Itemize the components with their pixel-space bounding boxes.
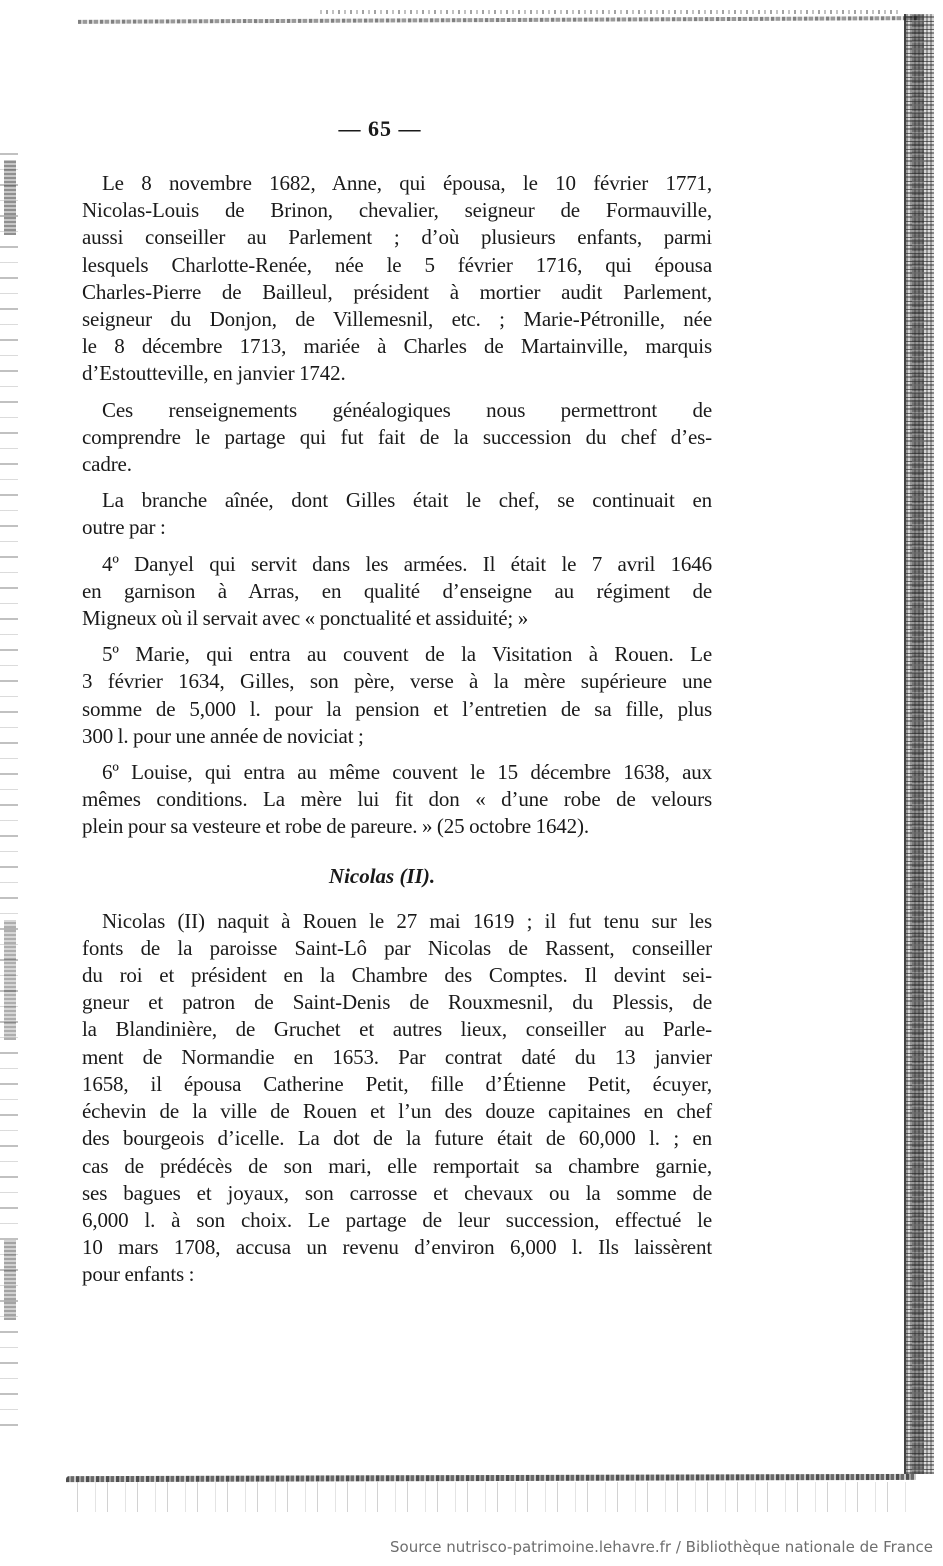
paragraph-renseignements: [82, 397, 712, 479]
text-line: La branche aînée, dont Gilles était le chef, se continuait en: [102, 488, 712, 513]
scan-left-margin-mark: [4, 1240, 16, 1320]
text-line: la Blandinière, de Gruchet et autres lieux, conseiller au Parle-: [82, 1017, 712, 1042]
text-line: d’Estoutteville, en janvier 1742.: [82, 361, 346, 386]
text-line: 3 février 1634, Gilles, son père, verse à la mère supérieure une: [82, 669, 712, 694]
text-line: cas de prédécès de son mari, elle remportait sa chambre garnie,: [82, 1153, 712, 1178]
page-body: [82, 170, 712, 1289]
text-line: Nicolas (II) naquit à Rouen le 27 mai 1619 ; il fut tenu sur les: [102, 908, 712, 933]
text-line: cadre.: [82, 452, 132, 477]
scan-bottom-noise: [66, 1482, 916, 1512]
text-line: du roi et président en la Chambre des Comptes. Il devint sei-: [82, 963, 712, 988]
text-line: le 8 décembre 1713, mariée à Charles de Martainville, marquis: [82, 334, 712, 359]
text-line: mêmes conditions. La mère lui fit don « d’une robe de velours: [82, 787, 712, 812]
text-line: Charles-Pierre de Bailleul, président à mortier audit Parlement,: [82, 279, 712, 304]
text-line: somme de 5,000 l. pour la pension et l’entretien de sa fille, plus: [82, 696, 712, 721]
text-line: ment de Normandie en 1653. Par contrat daté du 13 janvier: [82, 1044, 712, 1069]
paragraph-gap: [82, 632, 712, 641]
paragraph-danyel: [82, 551, 712, 633]
text-line: ses bagues et joyaux, son carrosse et chevaux ou la somme de: [82, 1180, 712, 1205]
text-line: lesquels Charlotte-Renée, née le 5 février 1716, qui épousa: [82, 252, 712, 277]
text-line: fonts de la paroisse Saint-Lô par Nicolas de Rassent, conseiller: [82, 935, 712, 960]
paragraph-gap: [82, 388, 712, 397]
scan-left-margin-mark: [4, 160, 16, 235]
text-line: 6º Louise, qui entra au même couvent le 15 décembre 1638, aux: [102, 760, 712, 785]
paragraph-anne: [82, 170, 712, 388]
text-line: plein pour sa vesteure et robe de pareure. » (25 octobre 1642).: [82, 814, 589, 839]
text-line: pour enfants :: [82, 1262, 195, 1287]
text-line: outre par :: [82, 515, 166, 540]
page-number: — 65 —: [338, 116, 422, 141]
section-heading-nicolas-ii: Nicolas (II).: [328, 863, 436, 888]
text-line: 1658, il épousa Catherine Petit, fille d’Étienne Petit, écuyer,: [82, 1071, 712, 1096]
text-line: 4º Danyel qui servit dans les armées. Il était le 7 avril 1646: [102, 551, 712, 576]
paragraph-marie: [82, 641, 712, 750]
text-line: 6,000 l. à son choix. Le partage de leur succession, effectué le: [82, 1207, 712, 1232]
scan-book-spine: [904, 14, 934, 1474]
text-line: échevin de la ville de Rouen et l’un des douze capitaines en chef: [82, 1099, 712, 1124]
text-line: 300 l. pour une année de noviciat ;: [82, 723, 364, 748]
scan-top-noise: [320, 10, 900, 14]
text-line: comprendre le partage qui fut fait de la succession du chef d’es-: [82, 424, 712, 449]
text-line: 10 mars 1708, accusa un revenu d’environ 6,000 l. Ils laissèrent: [82, 1235, 712, 1260]
paragraph-gap: [82, 478, 712, 487]
paragraph-branche-ainee: [82, 487, 712, 541]
text-line: 5º Marie, qui entra au couvent de la Visitation à Rouen. Le: [102, 642, 712, 667]
text-line: en garnison à Arras, en qualité d’enseigne au régiment de: [82, 578, 712, 603]
paragraph-gap: [82, 750, 712, 759]
paragraph-gap: [82, 542, 712, 551]
text-line: des bourgeois d’icelle. La dot de la future était de 60,000 l. ; en: [82, 1126, 712, 1151]
heading-gap: [82, 841, 712, 863]
scan-top-page-edge: [78, 16, 918, 24]
paragraph-louise: [82, 759, 712, 841]
text-line: Ces renseignements généalogiques nous permettront de: [102, 397, 712, 422]
text-line: aussi conseiller au Parlement ; d’où plusieurs enfants, parmi: [82, 225, 712, 250]
text-line: seigneur du Donjon, de Villemesnil, etc. ; Marie-Pétronille, née: [82, 307, 712, 332]
text-line: Nicolas-Louis de Brinon, chevalier, seigneur de Formauville,: [82, 198, 712, 223]
heading-gap: [82, 890, 712, 908]
source-attribution: Source nutrisco-patrimoine.lehavre.fr / Bibliothèque nationale de France: [390, 1538, 933, 1556]
text-line: gneur et patron de Saint-Denis de Rouxmesnil, du Plessis, de: [82, 990, 712, 1015]
text-line: Le 8 novembre 1682, Anne, qui épousa, le 10 février 1771,: [102, 171, 712, 195]
text-line: Migneux où il servait avec « ponctualité et assiduité; »: [82, 606, 529, 631]
scan-left-margin-mark: [4, 920, 16, 1040]
scan-bottom-page-edge: [66, 1474, 916, 1482]
paragraph-nicolas-ii: [82, 908, 712, 1289]
